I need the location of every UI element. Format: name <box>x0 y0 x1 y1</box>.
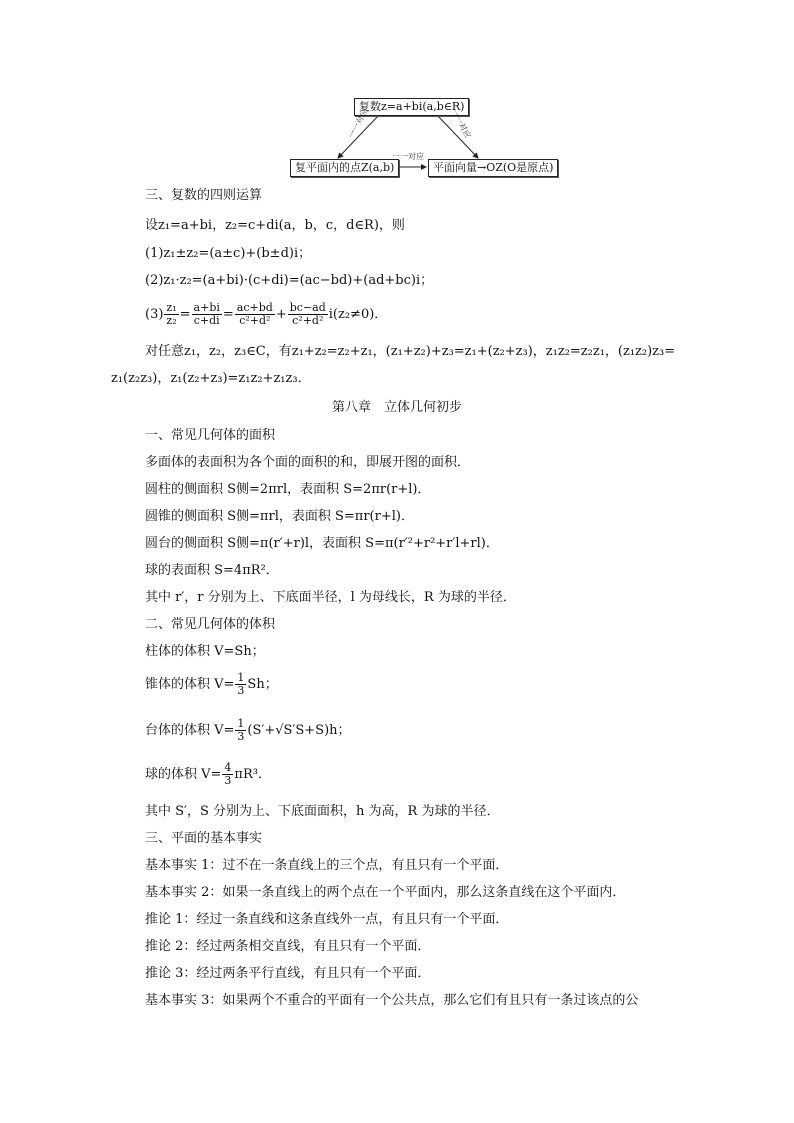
section-title-plane-facts: 三、平面的基本事实 <box>145 831 263 846</box>
section-title-areas: 一、常见几何体的面积 <box>145 428 276 443</box>
edge-label-left: 一一对应 <box>346 107 370 140</box>
frac-num: ac+bd <box>236 301 273 314</box>
law-line-1: 对任意z₁，z₂，z₃∈C，有z₁+z₂=z₂+z₁，(z₁+z₂)+z₃=z₁+(z₂+z₃)，z₁z₂=z₂z₁，(z₁z₂)z₃= <box>145 344 676 359</box>
area-line-3: 圆锥的侧面积 S侧=πrl，表面积 S=πr(r+l)． <box>145 509 414 524</box>
volume-line-note: 其中 S′，S 分别为上、下底面面积，h 为高，R 为球的半径． <box>145 804 500 819</box>
corollary-line-1: 推论 1：经过一条直线和这条直线外一点，有且只有一个平面． <box>145 912 509 927</box>
frac-den: 3 <box>237 730 245 743</box>
frac-num: bc−ad <box>289 301 326 314</box>
frac-den: c²+d² <box>239 314 271 327</box>
fact-line-3: 基本事实 3：如果两个不重合的平面有一个公共点，那么它们有且只有一条过该点的公 <box>145 993 639 1008</box>
volume-line-sphere <box>145 762 271 787</box>
frustum-prefix: 台体的体积 V= <box>145 723 235 738</box>
edge-label-bottom: 一一对应 <box>392 152 424 161</box>
frac-four-thirds <box>222 762 233 787</box>
op-division <box>145 302 387 327</box>
area-line-5: 球的表面积 S=4πR²． <box>145 563 279 578</box>
frac-real <box>235 302 275 327</box>
frac-den: z₂ <box>166 314 177 327</box>
plane-vector-box: 平面向量→OZ(O是原点) <box>428 159 558 177</box>
op3-suffix: i(z₂≠0)． <box>328 307 388 322</box>
frustum-suffix: (S′+√S′S+S)h； <box>247 723 351 738</box>
fact-line-2: 基本事实 2：如果一条直线上的两个点在一个平面内，那么这条直线在这个平面内． <box>145 885 626 900</box>
complex-plane-point-box: 复平面内的点Z(a,b) <box>290 159 399 177</box>
frac-num: 1 <box>237 717 245 730</box>
correspondence-diagram <box>280 88 560 180</box>
frac-den: 3 <box>237 684 245 697</box>
op3-prefix: (3) <box>145 307 164 322</box>
frac-num: a+bi <box>193 301 220 314</box>
frac-z1-z2 <box>164 302 178 327</box>
frac-num: 4 <box>224 761 232 774</box>
eq-sign: = <box>179 307 191 322</box>
plus-sign: + <box>275 307 287 322</box>
op-multiplication: (2)z₁·z₂=(a+bi)·(c+di)=(ac−bd)+(ad+bc)i； <box>145 273 434 288</box>
cone-prefix: 锥体的体积 V= <box>145 677 235 692</box>
section-title-complex-ops: 三、复数的四则运算 <box>145 188 263 203</box>
area-line-2: 圆柱的侧面积 S侧=2πrl，表面积 S=2πr(r+l)． <box>145 482 431 497</box>
frac-num: 1 <box>237 671 245 684</box>
frac-den: c²+d² <box>292 314 324 327</box>
set-line: 设z₁=a+bi，z₂=c+di(a，b，c，d∈R)，则 <box>145 218 405 233</box>
sphere-prefix: 球的体积 V= <box>145 767 222 782</box>
fact-line-1: 基本事实 1：过不在一条直线上的三个点，有且只有一个平面． <box>145 858 509 873</box>
corollary-line-2: 推论 2：经过两条相交直线，有且只有一个平面． <box>145 939 431 954</box>
corollary-line-3: 推论 3：经过两条平行直线，有且只有一个平面． <box>145 966 431 981</box>
area-line-6: 其中 r′，r 分别为上、下底面半径，l 为母线长，R 为球的半径． <box>145 590 516 605</box>
section-title-volumes: 二、常见几何体的体积 <box>145 617 276 632</box>
volume-line-prism: 柱体的体积 V=Sh； <box>145 644 265 659</box>
edge-label-right: 一一对应 <box>449 107 473 140</box>
volume-line-frustum <box>145 718 351 743</box>
complex-number-box: 复数z=a+bi(a,b∈R) <box>354 98 469 116</box>
frac-a-bi <box>192 302 222 327</box>
law-line-2: z₁(z₂z₃)，z₁(z₂+z₃)=z₁z₂+z₁z₃． <box>111 371 311 386</box>
frac-den: 3 <box>224 774 232 787</box>
eq-sign: = <box>222 307 234 322</box>
area-line-4: 圆台的侧面积 S侧=π(r′+r)l，表面积 S=π(r′²+r²+r′l+rl)． <box>145 536 499 551</box>
frac-one-third <box>235 718 246 743</box>
chapter-title: 第八章 立体几何初步 <box>331 400 462 415</box>
frac-num: z₁ <box>166 301 177 314</box>
frac-imag <box>288 302 328 327</box>
frac-one-third <box>235 672 246 697</box>
op-addition: (1)z₁±z₂=(a±c)+(b±d)i； <box>145 246 312 261</box>
frac-den: c+di <box>193 314 220 327</box>
sphere-suffix: πR³． <box>234 767 271 782</box>
area-line-1: 多面体的表面积为各个面的面积的和，即展开图的面积． <box>145 455 471 470</box>
cone-suffix: Sh； <box>247 677 278 692</box>
volume-line-cone <box>145 672 278 697</box>
